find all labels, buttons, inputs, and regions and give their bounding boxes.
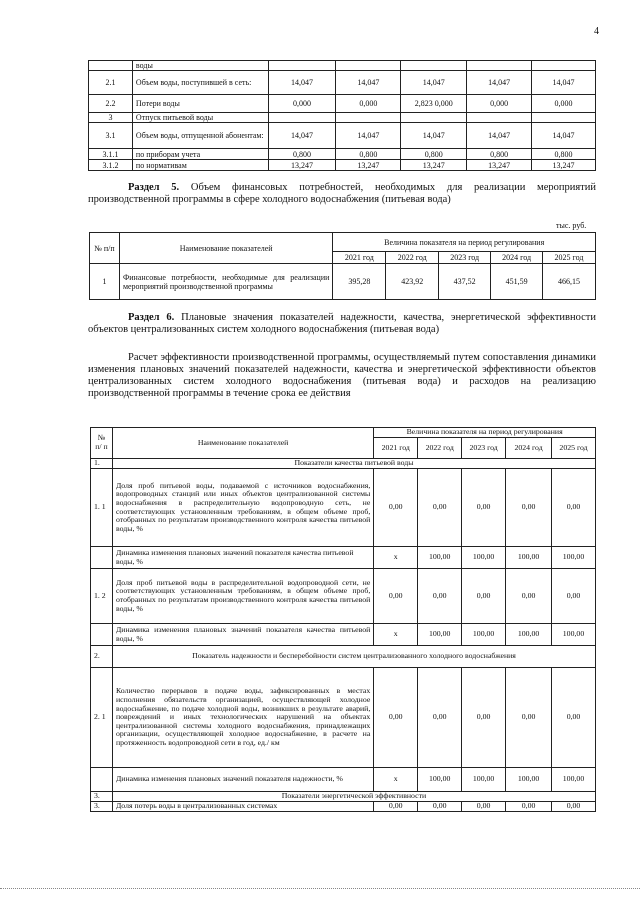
value-cell: 100,00 [462, 547, 506, 569]
row-number: 1 [90, 264, 120, 300]
value-cell: 100,00 [552, 624, 596, 646]
value-cell: 451,59 [491, 264, 543, 300]
value-cell: 0,00 [462, 469, 506, 547]
value-cell: 14,047 [532, 71, 596, 95]
group-row [91, 646, 596, 668]
table-row [91, 569, 596, 624]
row-name: Отпуск питьевой воды [132, 113, 268, 123]
table-row [91, 802, 596, 812]
value-cell: x [374, 547, 418, 569]
year-header: 2025 год [543, 252, 596, 264]
header-no: № п/п [90, 233, 120, 264]
value-cell: 0,00 [552, 569, 596, 624]
header-name: Наименование показателей [112, 428, 373, 459]
value-cell: 423,92 [386, 264, 439, 300]
value-cell: 395,28 [333, 264, 386, 300]
table-row [91, 469, 596, 547]
header-no: № п/ п [91, 428, 113, 459]
value-cell: 0,000 [336, 95, 401, 113]
value-cell: 100,00 [462, 768, 506, 792]
row-number: 1. 2 [91, 569, 113, 624]
year-header: 2023 год [462, 438, 506, 459]
year-header: 2022 год [418, 438, 462, 459]
group-row [91, 792, 596, 802]
value-cell: 13,247 [532, 160, 596, 171]
value-cell: 0,00 [506, 469, 552, 547]
row-name: Объем воды, поступившей в сеть: [132, 71, 268, 95]
row-name: по приборам учета [132, 149, 268, 160]
value-cell: 0,00 [418, 802, 462, 812]
group-title: Показатели качества питьевой воды [112, 459, 595, 469]
row-number: 2.1 [89, 71, 133, 95]
header-name: Наименование показателей [119, 233, 332, 264]
value-cell: 14,047 [336, 71, 401, 95]
finance-table [89, 232, 596, 300]
value-cell: 100,00 [552, 547, 596, 569]
section-6-label: Раздел 6. [128, 312, 175, 323]
section-6-paragraph: Расчет эффективности производственной программы, осуществляемый путем сопоставления динамики изменения плановых значений показателей надежности, качества и энергетической эффективности объектов централизованных систем холодного водоснабжения (питьевая вода) и расходов на реализацию производственной программы в течение срока ее действия [88, 352, 596, 399]
row-number: 1. 1 [91, 469, 113, 547]
row-name: Количество перерывов в подаче воды, зафиксированных в местах исполнения обязательств организацией, осуществляющей холодное водоснабжение, по подаче холодной воды, возникших в результате аварий, повреждений и иных технологических нарушений на объектах централизованной системы холодного водоснабжения, принадлежащих организации, осуществляющей холодное водоснабжение, в расчете на протяженность водопроводной сети в год, ед./ км [112, 668, 373, 768]
section-5-text: Объем финансовых потребностей, необходимых для реализации мероприятий производственной программы в сфере холодного водоснабжения (питьевая вода) [88, 182, 597, 205]
year-header: 2021 год [374, 438, 418, 459]
value-cell: 0,00 [374, 469, 418, 547]
value-cell: 13,247 [467, 160, 532, 171]
value-cell: 0,00 [462, 802, 506, 812]
header-period: Величина показателя на период регулирования [374, 428, 596, 438]
value-cell: 13,247 [336, 160, 401, 171]
row-number: 2. 1 [91, 668, 113, 768]
table-header-row [90, 233, 596, 252]
group-number: 3. [91, 792, 113, 802]
row-name: Потери воды [132, 95, 268, 113]
group-title: Показатели энергетической эффективности [112, 792, 595, 802]
value-cell: 100,00 [506, 768, 552, 792]
row-number [89, 61, 133, 71]
table-row [91, 624, 596, 646]
row-name: Объем воды, отпущенной абонентам: [132, 123, 268, 149]
table-row [89, 149, 596, 160]
group-number: 2. [91, 646, 113, 668]
table-row [91, 547, 596, 569]
year-header: 2023 год [439, 252, 491, 264]
row-name: Финансовые потребности, необходимые для реализации мероприятий производственной программы [119, 264, 332, 300]
table-row [89, 160, 596, 171]
value-cell: x [374, 624, 418, 646]
row-name: Доля проб питьевой воды, подаваемой с источников водоснабжения, водопроводных станций или иных объектов централизованной системы водоснабжения в распределительную водопроводную сеть, не соответствующих установленным требованиям, в общем объеме проб, отобранных по результатам производственного контроля качества питьевой воды, % [112, 469, 373, 547]
section-5-label: Раздел 5. [128, 182, 180, 193]
value-cell: 100,00 [418, 768, 462, 792]
table-row [89, 71, 596, 95]
row-number: 3.1.1 [89, 149, 133, 160]
value-cell: 0,00 [374, 668, 418, 768]
row-name: воды [132, 61, 268, 71]
value-cell: 0,00 [374, 569, 418, 624]
table-header-row [91, 428, 596, 438]
value-cell: 100,00 [418, 547, 462, 569]
value-cell: 0,00 [552, 668, 596, 768]
table-row [90, 264, 596, 300]
water-volume-table [88, 60, 596, 171]
value-cell: 100,00 [462, 624, 506, 646]
table-row [89, 61, 596, 71]
value-cell: 14,047 [401, 123, 467, 149]
value-cell: 466,15 [543, 264, 596, 300]
row-name: Доля потерь воды в централизованных системах [112, 802, 373, 812]
value-cell: 14,047 [336, 123, 401, 149]
row-name: по нормативам [132, 160, 268, 171]
indicators-table [90, 427, 596, 812]
table-row [89, 95, 596, 113]
value-cell: 100,00 [552, 768, 596, 792]
row-name: Доля проб питьевой воды в распределительной водопроводной сети, не соответствующих установленным требованиям, в общем объеме проб, отобранных по результатам производственного контроля качества питьевой воды, % [112, 569, 373, 624]
row-number: 2.2 [89, 95, 133, 113]
value-cell: 0,800 [401, 149, 467, 160]
value-cell: 14,047 [401, 71, 467, 95]
group-number: 1. [91, 459, 113, 469]
row-number: 3 [89, 113, 133, 123]
value-cell: 0,000 [268, 95, 336, 113]
value-cell: 13,247 [268, 160, 336, 171]
page-bottom-rule [0, 888, 640, 889]
section-5-heading [88, 182, 596, 206]
value-cell: 0,00 [552, 469, 596, 547]
table-row [91, 768, 596, 792]
row-number: 3.1 [89, 123, 133, 149]
row-name: Динамика изменения плановых значений показателя качества питьевой воды, % [112, 547, 373, 569]
value-cell: 100,00 [506, 547, 552, 569]
year-header: 2024 год [506, 438, 552, 459]
value-cell: 100,00 [418, 624, 462, 646]
value-cell: 0,00 [506, 802, 552, 812]
value-cell: 0,00 [506, 569, 552, 624]
year-header: 2025 год [552, 438, 596, 459]
value-cell: 0,00 [418, 469, 462, 547]
unit-label: тыс. руб. [556, 221, 587, 230]
value-cell: 0,00 [418, 569, 462, 624]
table-row [91, 668, 596, 768]
section-6-text: Плановые значения показателей надежности, качества, энергетической эффективности объектов централизованных систем холодного водоснабжения (питьевая вода) [88, 312, 597, 335]
value-cell: 0,000 [467, 95, 532, 113]
year-header: 2024 год [491, 252, 543, 264]
group-row [91, 459, 596, 469]
header-period: Величина показателя на период регулирования [333, 233, 596, 252]
row-number: 3.1.2 [89, 160, 133, 171]
row-name: Динамика изменения плановых значений показателя качества питьевой воды, % [112, 624, 373, 646]
value-cell: 0,00 [552, 802, 596, 812]
value-cell: 0,800 [336, 149, 401, 160]
value-cell: 14,047 [268, 71, 336, 95]
page-number: 4 [594, 26, 599, 37]
row-number: 3. [91, 802, 113, 812]
value-cell: 0,800 [532, 149, 596, 160]
value-cell: 0,800 [268, 149, 336, 160]
row-name: Динамика изменения плановых значений показателя надежности, % [112, 768, 373, 792]
value-cell: 437,52 [439, 264, 491, 300]
section-6-heading [88, 312, 596, 336]
table-row [89, 113, 596, 123]
year-header: 2022 год [386, 252, 439, 264]
value-cell: 0,00 [418, 668, 462, 768]
value-cell: 0,000 [532, 95, 596, 113]
year-header: 2021 год [333, 252, 386, 264]
value-cell: 0,00 [374, 802, 418, 812]
value-cell: 2,823 0,000 [401, 95, 467, 113]
value-cell: 14,047 [467, 123, 532, 149]
value-cell: 0,00 [506, 668, 552, 768]
value-cell: 0,800 [467, 149, 532, 160]
value-cell: 100,00 [506, 624, 552, 646]
table-row [89, 123, 596, 149]
value-cell: x [374, 768, 418, 792]
value-cell: 14,047 [532, 123, 596, 149]
value-cell: 14,047 [467, 71, 532, 95]
value-cell: 0,00 [462, 569, 506, 624]
value-cell: 13,247 [401, 160, 467, 171]
value-cell: 0,00 [462, 668, 506, 768]
group-title: Показатель надежности и бесперебойности систем централизованного холодного водоснабжения [112, 646, 595, 668]
value-cell: 14,047 [268, 123, 336, 149]
